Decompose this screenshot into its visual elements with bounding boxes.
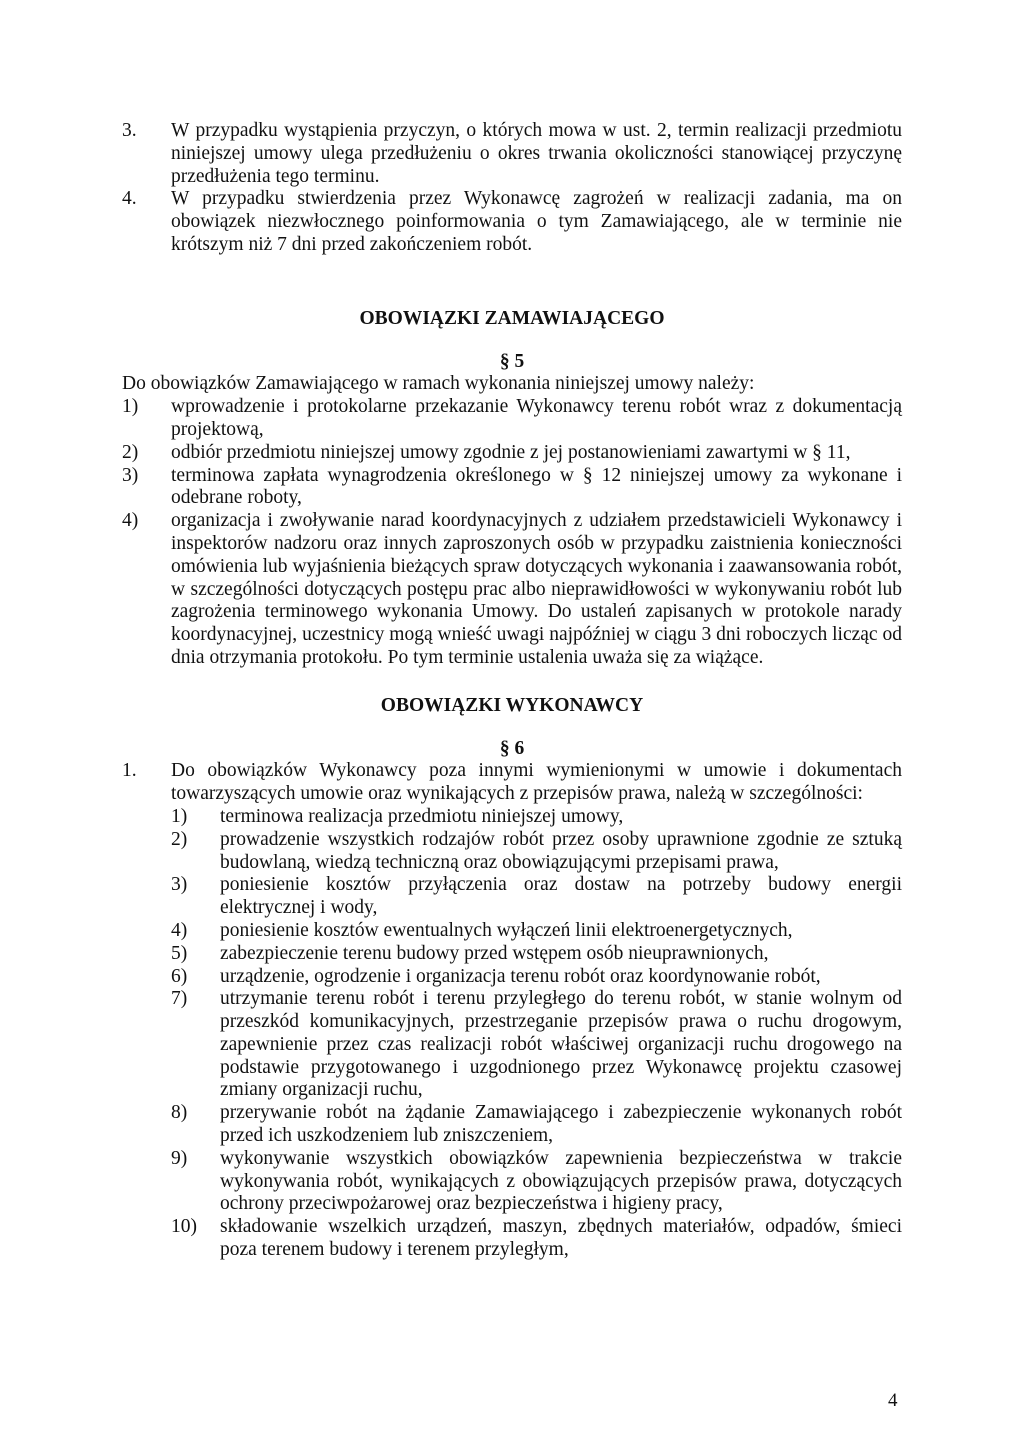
- item-number: 3.: [122, 120, 137, 141]
- item-number: 5): [171, 942, 188, 964]
- item-text: Do obowiązków Wykonawcy poza innymi wymienionymi w umowie i dokumentach towarzyszących umowie oraz wynikających z przepisów prawa, należą w szczególności:: [171, 760, 902, 805]
- item-text: poniesienie kosztów ewentualnych wyłączeń linii elektroenergetycznych,: [220, 919, 793, 941]
- list-item: [171, 1148, 902, 1216]
- list-item: [171, 943, 902, 966]
- item-text: składowanie wszelkich urządzeń, maszyn, zbędnych materiałów, odpadów, śmieci poza terenem budowy i terenem przyległym,: [220, 1216, 902, 1261]
- section-intro: Do obowiązków Zamawiającego w ramach wykonania niniejszej umowy należy:: [122, 373, 755, 395]
- item-number: 1.: [122, 760, 137, 782]
- item-number: 6): [171, 965, 188, 987]
- item-text: W przypadku stwierdzenia przez Wykonawcę zagrożeń w realizacji zadania, ma on obowiązek niezwłocznego poinformowania o tym Zamawiającego, ale w terminie nie krótszym niż 7 dni przed zakończeniem robót.: [171, 188, 902, 255]
- item-text: W przypadku wystąpienia przyczyn, o których mowa w ust. 2, termin realizacji przedmiotu niniejszej umowy ulega przedłużeniu o okres trwania okoliczności stanowiącej przyczynę przedłużenia tego terminu.: [171, 120, 902, 187]
- section-heading-zamawiajacy: OBOWIĄZKI ZAMAWIAJĄCEGO: [359, 307, 665, 329]
- list-item: [122, 188, 902, 256]
- paragraph-sign-6: § 6: [499, 737, 525, 759]
- item-number: 1): [122, 396, 139, 418]
- item-number: 2): [171, 828, 188, 850]
- list-item: [171, 1216, 902, 1262]
- item-number: 4): [122, 510, 139, 532]
- item-number: 4.: [122, 188, 137, 210]
- item-number: 3): [171, 874, 188, 896]
- item-number: 8): [171, 1102, 188, 1124]
- list-item: [171, 874, 902, 920]
- item-text: wprowadzenie i protokolarne przekazanie Wykonawcy terenu robót wraz z dokumentacją projektową,: [171, 396, 902, 440]
- item-text: utrzymanie terenu robót i terenu przyległego do terenu robót, w stanie wolnym od przeszkód komunikacyjnych, przestrzeganie przepisów prawa o ruchu drogowym, zapewnienie przez czas realizacji robót właściwej organizacji ruchu drogowego na podstawie przygotowanego i uzgodnionego przez Wykonawcę projektu czasowej zmiany organizacji ruchu,: [220, 988, 902, 1101]
- page-number: 4: [888, 1390, 898, 1411]
- item-text: wykonywanie wszystkich obowiązków zapewnienia bezpieczeństwa w trakcie wykonywania robót, wynikających z obowiązujących przepisów prawa, dotyczących ochrony przeciwpożarowej oraz bezpieczeństwa i higieny pracy,: [220, 1147, 902, 1215]
- item-text: urządzenie, ogrodzenie i organizacja terenu robót oraz koordynowanie robót,: [220, 965, 821, 987]
- item-text: organizacja i zwoływanie narad koordynacyjnych z udziałem przedstawicieli Wykonawcy i inspektorów nadzoru oraz innych zaproszonych osób w przypadku zaistnienia konieczności omówienia lub wyjaśnienia bieżących spraw dotyczących wykonania i zaawansowania robót, w szczególności dotyczących postępu prac albo nieprawidłowości w wykonywaniu robót lub zagrożenia terminowego wykonania Umowy. Do ustaleń zapisanych w protokole narady koordynacyjnej, uczestnicy mogą wnieść uwagi najpóźniej w ciągu 3 dni roboczych licząc od dnia otrzymania protokołu. Po tym terminie ustalenia uważa się za wiążące.: [171, 510, 902, 668]
- list-item: [171, 829, 902, 875]
- list-item: [122, 760, 902, 806]
- item-number: 4): [171, 919, 188, 941]
- item-text: przerywanie robót na żądanie Zamawiającego i zabezpieczenie wykonanych robót przed ich uszkodzeniem lub zniszczeniem,: [220, 1102, 902, 1147]
- page-content: [122, 120, 902, 1262]
- item-text: terminowa realizacja przedmiotu niniejszej umowy,: [220, 805, 624, 827]
- item-text: poniesienie kosztów przyłączenia oraz dostaw na potrzeby budowy energii elektrycznej i wody,: [220, 874, 902, 919]
- list-item: [171, 966, 902, 989]
- list-item: [122, 120, 902, 188]
- paragraph-sign-5: § 5: [499, 350, 525, 372]
- item-text: terminowa zapłata wynagrodzenia określonego w § 12 niniejszej umowy za wykonane i odebrane roboty,: [171, 464, 902, 509]
- section-heading-wykonawca: OBOWIĄZKI WYKONAWCY: [380, 694, 644, 716]
- item-text: prowadzenie wszystkich rodzajów robót przez osoby uprawnione zgodnie ze sztuką budowlaną, wiedzą techniczną oraz obowiązującymi przepisami prawa,: [220, 828, 902, 873]
- item-text: zabezpieczenie terenu budowy przed wstępem osób nieuprawnionych,: [220, 942, 769, 964]
- list-item: [122, 442, 902, 465]
- list-item: [122, 396, 902, 442]
- list-item: [122, 465, 902, 511]
- list-item: [171, 988, 902, 1102]
- item-number: 10): [171, 1216, 197, 1238]
- list-item: [122, 510, 902, 670]
- item-number: 7): [171, 988, 188, 1010]
- list-item: [171, 1102, 902, 1148]
- item-number: 9): [171, 1147, 188, 1169]
- item-text: odbiór przedmiotu niniejszej umowy zgodnie z jej postanowieniami zawartymi w § 11,: [171, 441, 851, 463]
- item-number: 3): [122, 464, 139, 486]
- item-number: 2): [122, 441, 139, 463]
- item-number: 1): [171, 805, 188, 827]
- sub-list: [171, 806, 902, 1262]
- list-item: [171, 806, 902, 829]
- list-item: [171, 920, 902, 943]
